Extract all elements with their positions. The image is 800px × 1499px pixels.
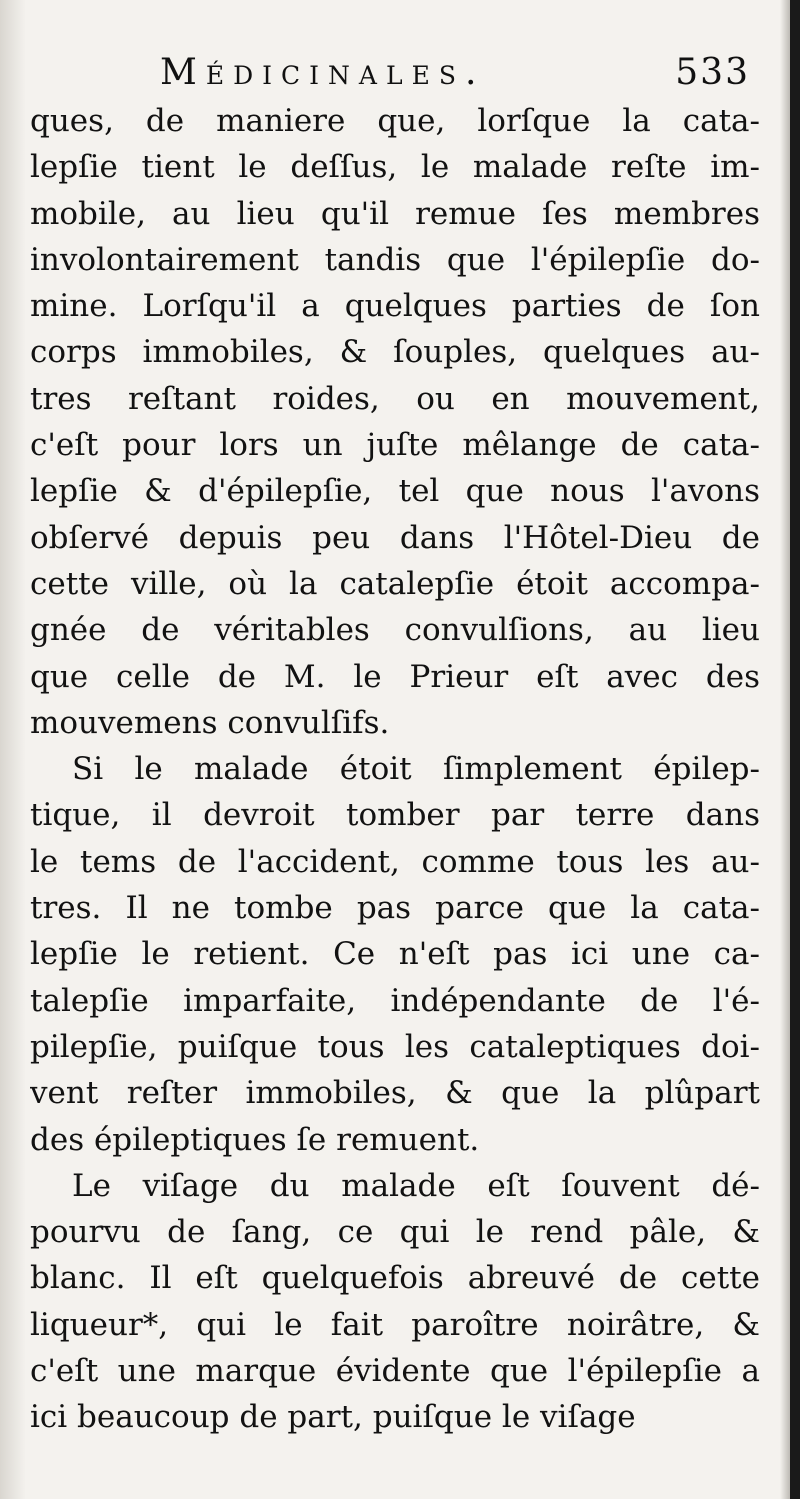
text-line: Le viſage du malade eſt ſouvent dé- <box>72 1167 760 1204</box>
text-line: tique, il devroit tomber par terre dans <box>30 797 760 834</box>
text-line: ici beaucoup de part, puiſque le viſage <box>30 1399 636 1436</box>
paragraph <box>30 1163 760 1441</box>
text-line: gnée de véritables convulſions, au lieu <box>30 612 760 649</box>
text-line: lepſie le retient. Ce n'eſt pas ici une ca- <box>30 936 760 973</box>
text-line: tres. Il ne tombe pas parce que la cata- <box>30 890 760 927</box>
text-line: talepſie imparfaite, indépendante de l'é- <box>30 982 760 1019</box>
text-line: des épileptiques ſe remuent. <box>30 1121 480 1158</box>
body-text <box>30 98 760 1441</box>
page-gutter-shadow <box>0 0 26 1499</box>
text-line: le tems de l'accident, comme tous les au- <box>30 843 760 880</box>
text-line: corps immobiles, & ſouples, quelques au- <box>30 334 760 371</box>
text-line: c'eſt pour lors un juſte mêlange de cata- <box>30 427 760 464</box>
text-line: liqueur*, qui le fait paroître noirâtre, & <box>30 1306 760 1343</box>
text-line: involontairement tandis que l'épilepſie do- <box>30 241 760 278</box>
text-line: pourvu de ſang, ce qui le rend pâle, & <box>30 1214 760 1251</box>
text-line: blanc. Il eſt quelquefois abreuvé de cette <box>30 1260 760 1297</box>
page-edge-shadow <box>780 0 790 1499</box>
text-line: pilepſie, puiſque tous les cataleptiques doi- <box>30 1028 760 1065</box>
paragraph <box>30 98 760 746</box>
text-line: mine. Lorſqu'il a quelques parties de ſon <box>30 288 760 325</box>
text-line: c'eſt une marque évidente que l'épilepſie a <box>30 1353 760 1390</box>
text-line: ques, de maniere que, lorſque la cata- <box>30 103 760 139</box>
text-line: que celle de M. le Prieur eſt avec des <box>30 658 760 695</box>
text-line: obſervé depuis peu dans l'Hôtel-Dieu de <box>30 519 760 556</box>
page-header <box>160 48 750 104</box>
page-number: 533 <box>675 52 750 93</box>
text-line: Si le malade étoit ſimplement épilep- <box>72 751 760 788</box>
running-head: Médicinales. <box>160 52 486 93</box>
text-line: cette ville, où la catalepſie étoit accompa- <box>30 565 760 602</box>
text-line: tres reſtant roides, ou en mouvement, <box>30 380 760 417</box>
paragraph <box>30 746 760 1163</box>
text-line: lepſie & d'épilepſie, tel que nous l'avons <box>30 473 760 510</box>
text-line: mobile, au lieu qu'il remue ſes membres <box>30 195 760 232</box>
text-line: mouvemens convulſifs. <box>30 704 390 741</box>
text-line: lepſie tient le deſſus, le malade reſte im- <box>30 149 760 186</box>
text-line: vent reſter immobiles, & que la plûpart <box>30 1075 760 1112</box>
